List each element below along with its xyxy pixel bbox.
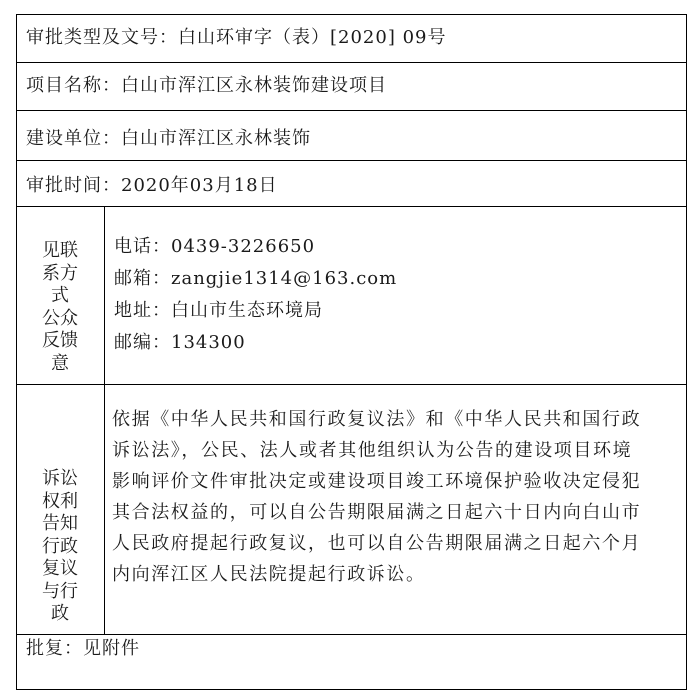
contact-phone: 电话：0439-3226650 (114, 236, 316, 257)
contact-address: 地址：白山市生态环境局 (114, 300, 323, 321)
litigation-paragraph (112, 404, 686, 594)
feedback-label-line: 系方 (42, 262, 78, 284)
table-border-bottom (16, 689, 686, 690)
project-name-row: 项目名称：白山市浑江区永林装饰建设项目 (26, 75, 387, 96)
litigation-label-line: 权利 (42, 490, 78, 512)
paragraph-line: 内向浑江区人民法院提起行政诉讼。 (112, 564, 426, 585)
feedback-label-line: 意 (51, 352, 69, 374)
paragraph-line: 依据《中华人民共和国行政复议法》和《中华人民共和国行政 (112, 409, 642, 430)
feedback-label-line: 式 (51, 285, 69, 306)
table-border-top (16, 14, 686, 15)
litigation-label-line: 与行 (42, 580, 78, 602)
paragraph-line: 其合法权益的，可以自公告期限届满之日起六十日内向白山市 (112, 502, 642, 523)
paragraph-line: 诉讼法》，公民、法人或者其他组织认为公告的建设项目环境 (112, 440, 633, 461)
row-divider-4 (16, 206, 686, 207)
table-border-right (686, 14, 687, 690)
litigation-label (30, 468, 90, 626)
row-divider-2 (16, 110, 686, 111)
feedback-label (30, 240, 90, 375)
row-divider-1 (16, 62, 686, 63)
row-divider-3 (16, 160, 686, 161)
approval-time-row: 审批时间：2020年03月18日 (26, 175, 278, 196)
litigation-label-line: 政 (51, 603, 69, 624)
table-border-left (16, 14, 17, 690)
feedback-label-line: 反馈 (42, 330, 78, 351)
feedback-label-line: 见联 (42, 240, 78, 261)
litigation-label-line: 诉讼 (42, 468, 78, 489)
litigation-label-line: 复议 (42, 558, 78, 579)
contact-postcode: 邮编：134300 (114, 332, 246, 353)
litigation-label-line: 行政 (42, 535, 78, 557)
contact-email: 邮箱：zangjie1314@163.com (114, 268, 398, 289)
litigation-label-line: 告知 (42, 513, 78, 534)
paragraph-line: 影响评价文件审批决定或建设项目竣工环境保护验收决定侵犯 (112, 471, 642, 492)
reply-row: 批复：见附件 (26, 638, 140, 659)
feedback-label-line: 公众 (42, 307, 78, 329)
row-divider-5 (16, 384, 686, 385)
label-column-divider (104, 206, 105, 634)
paragraph-line: 人民政府提起行政复议，也可以自公告期限届满之日起六个月 (112, 533, 642, 554)
builder-row: 建设单位：白山市浑江区永林装饰 (26, 128, 311, 149)
row-divider-6 (16, 634, 686, 635)
approval-type-row: 审批类型及文号：白山环审字（表）[2020] 09号 (26, 27, 447, 48)
